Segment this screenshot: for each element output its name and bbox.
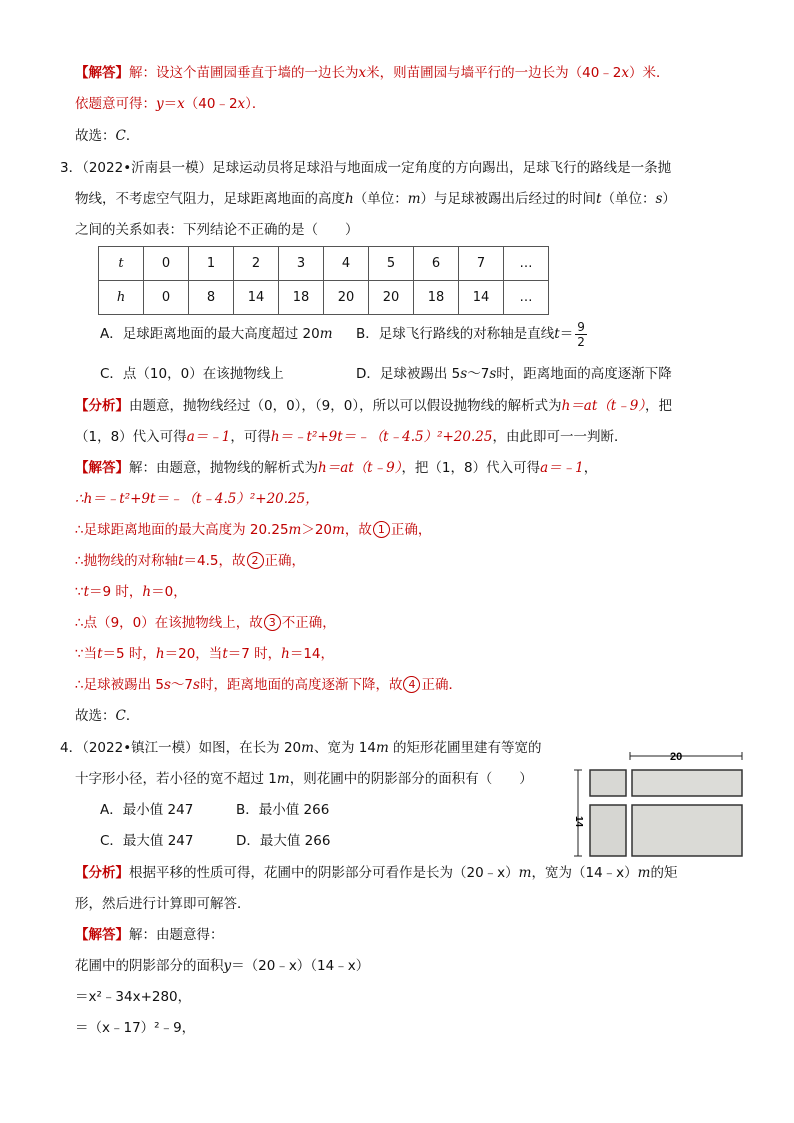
table-cell: 14 <box>234 281 279 315</box>
shaded-plot <box>590 805 626 856</box>
table-row <box>99 281 549 315</box>
analysis-line-1: 【分析】由题意，抛物线经过（0，0），（9，0），所以可以假设抛物线的解析式为h＝at（t﹣9），把 <box>75 398 673 414</box>
shaded-plot <box>590 770 626 796</box>
table-cell: … <box>504 247 549 281</box>
answer-choice-line: 故选：C． <box>75 128 140 144</box>
fraction: $\frac{9}{2}$ <box>577 319 585 349</box>
shaded-plot <box>632 770 742 796</box>
table-cell: 5 <box>369 247 414 281</box>
shaded-plot <box>632 805 742 856</box>
option-b: B．足球飞行路线的对称轴是直线t＝ $\frac{9}{2}$ <box>356 319 585 349</box>
q4-option-c: C．最大值 247 <box>100 833 194 849</box>
table-row <box>99 247 549 281</box>
solution-line-7: ∵当t＝5 时，h＝20，当t＝7 时，h＝14， <box>75 646 335 662</box>
data-table <box>98 246 549 315</box>
q4-solution-line-2: 花圃中的阴影部分的面积y＝（20﹣x）（14﹣x） <box>75 958 370 974</box>
solution-line-4: ∴抛物线的对称轴t＝4.5，故 2 正确， <box>75 553 306 569</box>
question-4-line-1: 4．（2022•镇江一模）如图，在长为 20m、宽为 14m 的矩形花圃里建有等宽的 <box>60 740 542 756</box>
table-cell: t <box>99 247 144 281</box>
table-cell: 1 <box>189 247 234 281</box>
q4-option-d: D．最大值 266 <box>236 833 331 849</box>
solution-line-2: ∴h＝﹣t²+9t＝﹣（t﹣4.5）²+20.25， <box>75 491 319 507</box>
table-cell: 14 <box>459 281 504 315</box>
garden-figure <box>570 748 746 858</box>
answer-line-1: 【解答】解：设这个苗圃园垂直于墙的一边长为x米，则苗圃园与墙平行的一边长为（40﹣2x）米． <box>75 65 670 81</box>
solution-line-1: 【解答】解：由题意，抛物线的解析式为h＝at（t﹣9），把（1，8）代入可得a＝﹣1， <box>75 460 598 476</box>
circled-number: 3 <box>264 614 281 631</box>
table-cell: … <box>504 281 549 315</box>
question-3-line-2: 物线，不考虑空气阻力，足球距离地面的高度h（单位：m）与足球被踢出后经过的时间t（单位：s） <box>75 191 676 207</box>
q4-analysis-line-2: 形，然后进行计算即可解答． <box>75 896 251 912</box>
circled-number: 4 <box>403 676 420 693</box>
answer-line-2: 依题意可得：y＝x（40﹣2x）． <box>75 96 266 112</box>
circled-number: 2 <box>247 552 264 569</box>
table-cell: 2 <box>234 247 279 281</box>
table-cell: 18 <box>279 281 324 315</box>
width-label: 20 <box>670 751 683 763</box>
q4-option-b: B．最小值 266 <box>236 802 330 818</box>
option-a: A．足球距离地面的最大高度超过 20m <box>100 326 333 342</box>
question-3-line-1: 3．（2022•沂南县一模）足球运动员将足球沿与地面成一定角度的方向踢出，足球飞行的路线是一条抛 <box>60 160 672 176</box>
solution-line-3: ∴足球距离地面的最大高度为 20.25m＞20m，故 1 正确， <box>75 522 432 538</box>
solution-line-5: ∵t＝9 时，h＝0， <box>75 584 187 600</box>
table-cell: 0 <box>144 247 189 281</box>
solution-line-6: ∴点（9，0）在该抛物线上，故 3 不正确， <box>75 615 336 631</box>
option-d: D．足球被踢出 5s～7s时，距离地面的高度逐渐下降 <box>356 366 672 382</box>
q4-analysis-line-1: 【分析】根据平移的性质可得，花圃中的阴影部分可看作是长为（20﹣x）m，宽为（14﹣x）m的矩 <box>75 865 678 881</box>
table-cell: 4 <box>324 247 369 281</box>
question-3-line-3: 之间的关系如表：下列结论不正确的是（ ） <box>75 222 359 238</box>
circled-number: 1 <box>373 521 390 538</box>
solution-line-8: ∴足球被踢出 5s～7s时，距离地面的高度逐渐下降，故 4 正确． <box>75 677 462 693</box>
option-c: C．点（10，0）在该抛物线上 <box>100 366 284 382</box>
table-cell: 7 <box>459 247 504 281</box>
height-label: 14 <box>573 816 584 828</box>
q4-solution-line-1: 【解答】解：由题意得： <box>75 927 224 943</box>
solution-choice: 故选：C． <box>75 708 140 724</box>
analysis-line-2: （1，8）代入可得a＝﹣1，可得h＝﹣t²+9t＝﹣（t﹣4.5）²+20.25，由此即可一一判断． <box>75 429 628 445</box>
q4-option-a: A．最小值 247 <box>100 802 194 818</box>
question-4-line-2: 十字形小径，若小径的宽不超过 1m，则花圃中的阴影部分的面积有（ ） <box>75 771 533 787</box>
table-cell: 20 <box>324 281 369 315</box>
q4-solution-line-3: ＝x²﹣34x+280， <box>75 989 192 1005</box>
table-cell: 6 <box>414 247 459 281</box>
table-cell: 18 <box>414 281 459 315</box>
table-cell: 8 <box>189 281 234 315</box>
table-cell: 20 <box>369 281 414 315</box>
q4-solution-line-4: ＝（x﹣17）²﹣9， <box>75 1020 196 1036</box>
table-cell: 3 <box>279 247 324 281</box>
table-cell: 0 <box>144 281 189 315</box>
table-cell: h <box>99 281 144 315</box>
